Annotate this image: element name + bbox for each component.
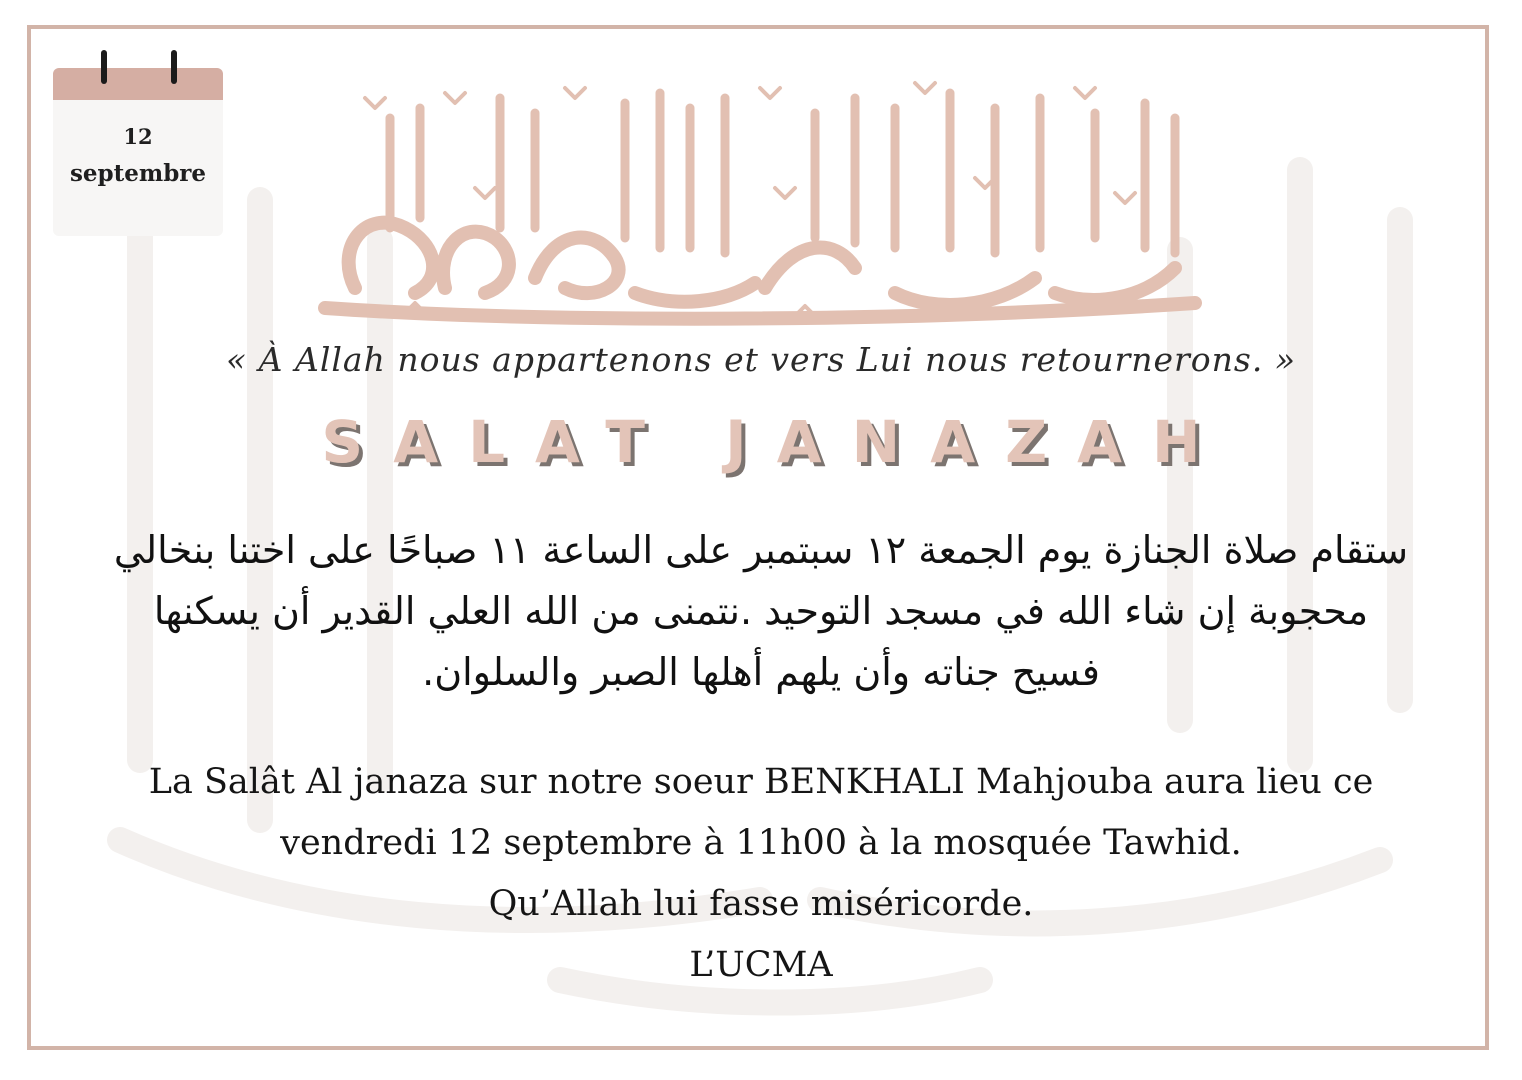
arabic-line: محجوبة إن شاء الله في مسجد التوحيد .نتمنى من الله العلي القدير أن يسكنها bbox=[153, 589, 1369, 633]
calendar-ring-right bbox=[171, 50, 177, 84]
quote-text: « À Allah nous appartenons et vers Lui nous retournerons. » bbox=[225, 340, 1297, 379]
french-line: vendredi 12 septembre à 11h00 à la mosquée Tawhid. bbox=[280, 823, 1242, 863]
arabic-line: ستقام صلاة الجنازة يوم الجمعة ١٢ سبتمبر على الساعة ١١ صباحًا على اختنا بنخالي bbox=[113, 528, 1409, 572]
french-announcement bbox=[60, 752, 1462, 996]
calendar-icon bbox=[53, 68, 223, 236]
french-line: Qu’Allah lui fasse miséricorde. bbox=[488, 884, 1034, 924]
calendar-month: septembre bbox=[69, 160, 207, 187]
french-line: La Salât Al janaza sur notre soeur BENKHALI Mahjouba aura lieu ce bbox=[148, 762, 1374, 802]
calendar-ring-left bbox=[101, 50, 107, 84]
signature: L’UCMA bbox=[689, 945, 833, 985]
arabic-announcement bbox=[90, 520, 1432, 703]
page-title: SALAT JANAZAH bbox=[321, 408, 1231, 476]
arabic-line: فسيح جناته وأن يلهم أهلها الصبر والسلوان. bbox=[422, 650, 1100, 694]
calendar-day: 12 bbox=[123, 124, 153, 149]
arabic-calligraphy bbox=[295, 78, 1215, 328]
calendar-header bbox=[53, 68, 223, 100]
